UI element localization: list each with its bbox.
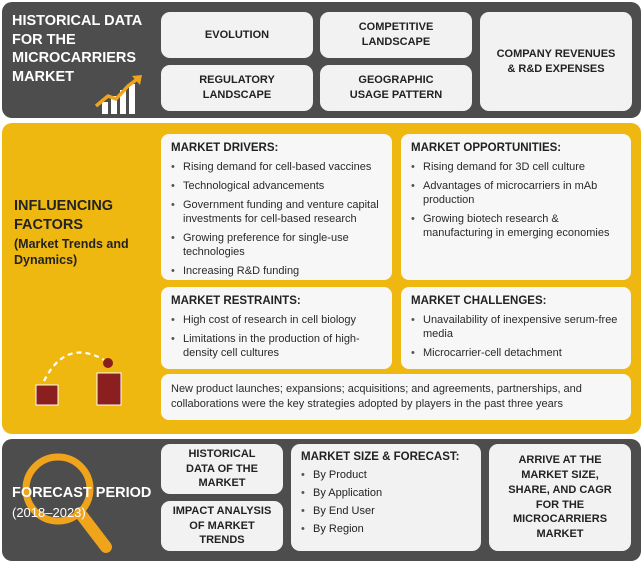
forecast-period-band: [2, 439, 641, 561]
impact-analysis-box: IMPACT ANALYSIS OF MARKET TRENDS: [161, 501, 283, 551]
competitive-landscape-box: COMPETITIVE LANDSCAPE: [320, 12, 472, 58]
market-opportunities-title: MARKET OPPORTUNITIES:: [411, 142, 562, 154]
list-item: • Growing biotech research & manufacturing in emerging economies: [411, 212, 621, 240]
market-challenges-list: [411, 313, 621, 360]
arrive-at-market-size-box: ARRIVE AT THE MARKET SIZE, SHARE, AND CAGR FOR THE MICROCARRIERS MARKET: [489, 444, 631, 551]
forecast-period-years: (2018–2023): [12, 505, 86, 520]
key-strategies-text: New product launches; expansions; acquisitions; and agreements, partnerships, and collaborations were the key strategies adopted by players in the past three years: [171, 383, 582, 410]
list-item: • By End User: [301, 504, 471, 518]
list-item: • Unavailability of inexpensive serum-free media: [411, 313, 621, 341]
market-opportunities-panel: [401, 134, 631, 280]
list-item: • Rising demand for 3D cell culture: [411, 160, 621, 174]
market-size-forecast-title: MARKET SIZE & FORECAST:: [301, 451, 460, 463]
historical-data-title: HISTORICAL DATA FOR THE MICROCARRIERS MARKET: [12, 13, 142, 85]
market-restraints-panel: [161, 287, 392, 369]
historical-data-band: [2, 2, 641, 118]
influencing-factors-band: [2, 123, 641, 434]
market-challenges-title: MARKET CHALLENGES:: [411, 295, 547, 307]
bouncing-bars-icon: [30, 343, 140, 407]
market-drivers-list: [171, 160, 382, 279]
market-drivers-panel: [161, 134, 392, 280]
list-item: • Technological advancements: [171, 179, 382, 193]
geographic-usage-pattern-box: GEOGRAPHIC USAGE PATTERN: [320, 65, 472, 111]
list-item: • Microcarrier-cell detachment: [411, 346, 621, 360]
list-item: • By Application: [301, 486, 471, 500]
historical-data-of-market-box: HISTORICAL DATA OF THE MARKET: [161, 444, 283, 494]
list-item: • Advantages of microcarriers in mAb production: [411, 179, 621, 207]
list-item: • By Product: [301, 468, 471, 482]
list-item: • By Region: [301, 522, 471, 536]
market-restraints-list: [171, 313, 382, 360]
influencing-factors-title: INFLUENCING FACTORS: [14, 198, 114, 233]
market-opportunities-list: [411, 160, 621, 240]
list-item: • Limitations in the production of high-density cell cultures: [171, 332, 382, 360]
market-restraints-title: MARKET RESTRAINTS:: [171, 295, 301, 307]
bar-chart-growth-icon: [94, 72, 146, 116]
market-size-forecast-list: [301, 468, 471, 536]
market-size-forecast-box: [291, 444, 481, 551]
market-drivers-title: MARKET DRIVERS:: [171, 142, 279, 154]
influencing-factors-subtitle: (Market Trends and Dynamics): [14, 237, 129, 267]
forecast-period-title: FORECAST PERIOD: [12, 485, 152, 501]
company-revenues-box: COMPANY REVENUES & R&D EXPENSES: [480, 12, 632, 111]
magnifier-icon: [18, 445, 114, 561]
market-challenges-panel: [401, 287, 631, 369]
list-item: • Government funding and venture capital investments for cell-based research: [171, 198, 382, 226]
list-item: • Growing preference for single-use technologies: [171, 231, 382, 259]
regulatory-landscape-box: REGULATORY LANDSCAPE: [161, 65, 313, 111]
list-item: • Rising demand for cell-based vaccines: [171, 160, 382, 174]
list-item: • High cost of research in cell biology: [171, 313, 382, 327]
evolution-box: EVOLUTION: [161, 12, 313, 58]
list-item: • Increasing R&D funding: [171, 264, 382, 278]
key-strategies-box: [161, 374, 631, 420]
